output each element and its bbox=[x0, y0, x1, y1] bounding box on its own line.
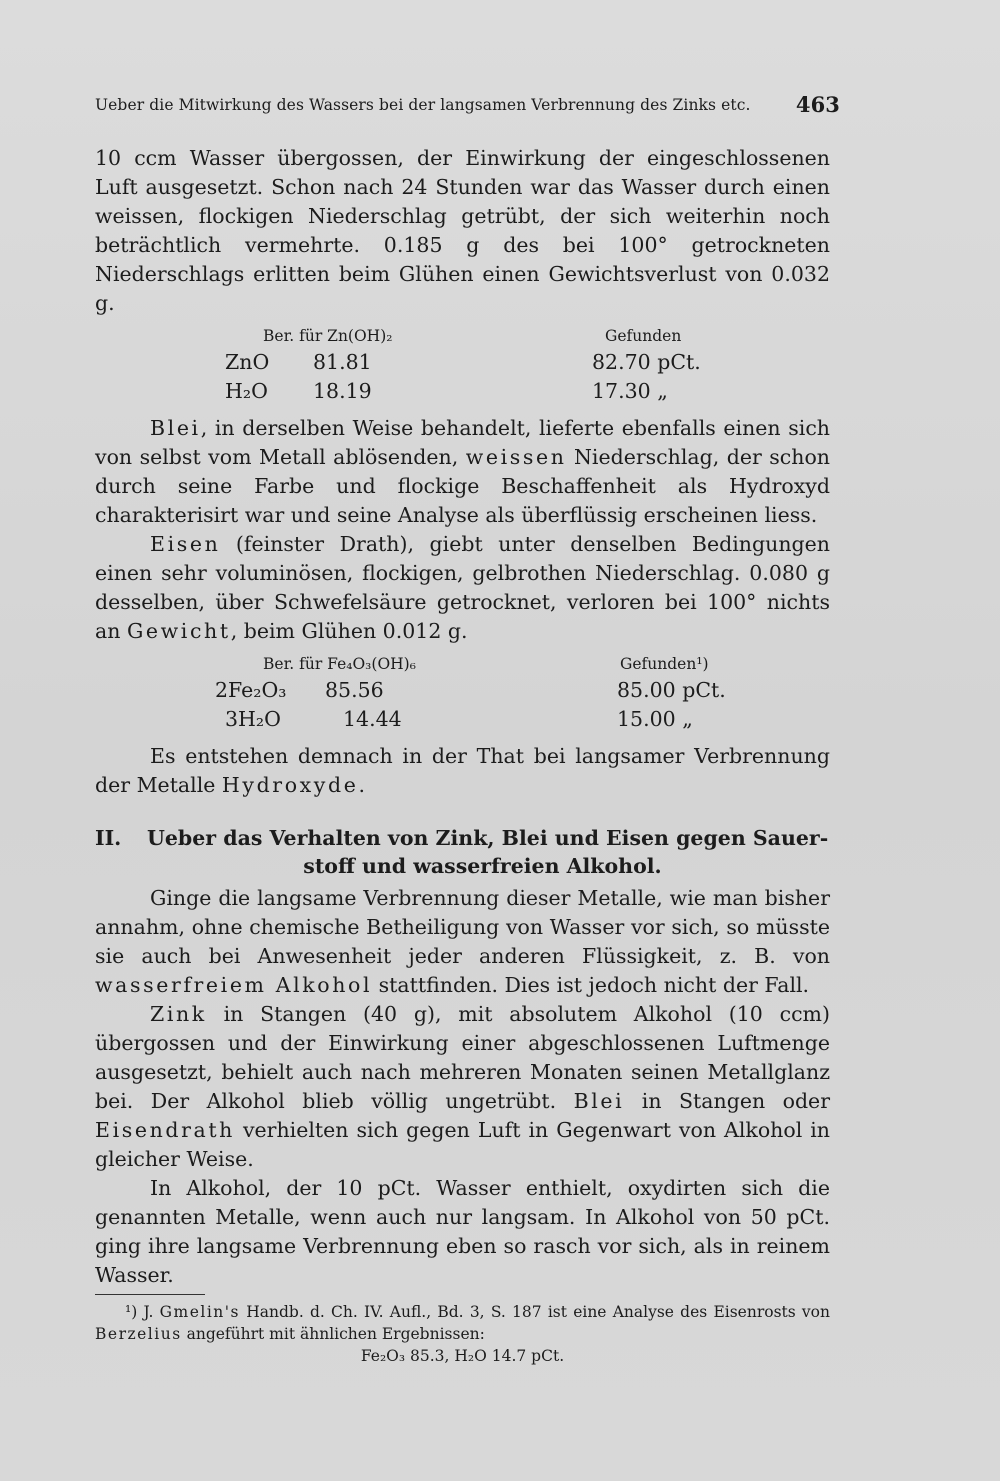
emphasis-lead: Zink bbox=[150, 1002, 207, 1026]
table-header-calculated: Ber. für Fe₄O₃(OH)₆ bbox=[263, 655, 416, 673]
paragraph-5 bbox=[95, 884, 830, 1000]
paragraph-4 bbox=[95, 742, 830, 800]
table-cell-compound: 2Fe₂O₃ bbox=[215, 678, 287, 702]
table-cell-found: 17.30 „ bbox=[592, 379, 668, 403]
emphasis-word: Blei bbox=[573, 1089, 625, 1113]
emphasis-lead: Eisen bbox=[150, 532, 221, 556]
analysis-table-zinc bbox=[95, 318, 830, 414]
section-number: II. bbox=[95, 826, 122, 850]
paragraph-text: , beim Glühen 0.012 g. bbox=[230, 619, 468, 643]
footnote-author: Gmelin's bbox=[159, 1303, 241, 1321]
table-header-found: Gefunden bbox=[605, 327, 682, 345]
analysis-table-iron bbox=[95, 646, 830, 742]
paragraph-3 bbox=[95, 530, 830, 646]
paragraph-text: Es entstehen demnach in der That bei langsamer Verbrennung der Metalle bbox=[95, 744, 830, 797]
table-header-calculated: Ber. für Zn(OH)₂ bbox=[263, 327, 393, 345]
table-cell-found: 15.00 „ bbox=[617, 707, 693, 731]
table-cell-compound: H₂O bbox=[225, 379, 268, 403]
footnote-text: Handb. d. Ch. IV. Aufl., Bd. 3, S. 187 ist eine Analyse des Eisenrosts von bbox=[240, 1303, 830, 1321]
table-cell-calculated: 81.81 bbox=[313, 350, 372, 374]
table-cell-compound: 3H₂O bbox=[225, 707, 281, 731]
footnote-formula: Fe₂O₃ 85.3, H₂O 14.7 pCt. bbox=[360, 1347, 565, 1365]
emphasis-word: Eisendrath bbox=[95, 1118, 235, 1142]
running-title: Ueber die Mitwirkung des Wassers bei der langsamen Verbrennung des Zinks etc. bbox=[95, 96, 751, 114]
paragraph-text: stattfinden. Dies ist jedoch nicht der Fall. bbox=[372, 973, 810, 997]
paragraph-7: In Alkohol, der 10 pCt. Wasser enthielt, oxydirten sich die genannten Metalle, wenn auch nur langsam. In Alkohol von 50 pCt. ging ihre langsame Verbrennung eben so rasch vor sich, als in reinem Wasser. bbox=[95, 1176, 830, 1287]
section-heading bbox=[95, 824, 830, 880]
paragraph-text: Ginge die langsame Verbrennung dieser Metalle, wie man bisher annahm, ohne chemische Betheiligung von Wasser vor sich, so müsste sie auch bei Anwesenheit jeder anderen Flüssigkeit, z. B. von bbox=[95, 886, 830, 968]
paragraph-2 bbox=[95, 414, 830, 530]
emphasis-word: wasserfreiem Alkohol bbox=[95, 973, 373, 997]
paragraph-text: . bbox=[358, 773, 365, 797]
paragraph-6 bbox=[95, 1000, 830, 1174]
main-text bbox=[95, 144, 830, 1367]
page-number: 463 bbox=[795, 92, 840, 117]
table-cell-found: 85.00 pCt. bbox=[617, 678, 726, 702]
footnote-rule bbox=[95, 1294, 205, 1295]
section-title-line-2: stoff und wasserfreien Alkohol. bbox=[303, 854, 662, 878]
paragraph-1: 10 ccm Wasser übergossen, der Einwirkung der eingeschlossenen Luft ausgesetzt. Schon nach 24 Stunden war das Wasser durch einen weissen, flockigen Niederschlag getrübt, der sich weiterhin noch beträchtlich vermehrte. 0.185 g des bei 100° getrockneten Niederschlags erlitten beim Glühen einen Gewichtsverlust von 0.032 g. bbox=[95, 146, 830, 315]
table-cell-compound: ZnO bbox=[225, 350, 270, 374]
emphasis-word: weissen bbox=[465, 445, 567, 469]
paragraph-text: verhielten sich gegen Luft in Gegenwart von Alkohol in gleicher Weise. bbox=[95, 1118, 830, 1171]
footnote bbox=[95, 1301, 830, 1367]
footnote-author: Berzelius bbox=[95, 1325, 182, 1343]
table-cell-found: 82.70 pCt. bbox=[592, 350, 701, 374]
table-cell-calculated: 85.56 bbox=[325, 678, 384, 702]
emphasis-word: Hydroxyde bbox=[221, 773, 359, 797]
paragraph-text: , in derselben Weise behandelt, lieferte ebenfalls einen sich von selbst vom Metall ablösenden, bbox=[95, 416, 830, 469]
paragraph-text: in Stangen oder bbox=[624, 1089, 830, 1113]
paragraph-text: in Stangen (40 g), mit absolutem Alkohol (10 ccm) übergossen und der Einwirkung einer abgeschlossenen Luftmenge ausgesetzt, behielt auch nach mehreren Monaten seinen Metallglanz bei. Der Alkohol blieb völlig ungetrübt. bbox=[95, 1002, 830, 1113]
paragraph-text: (feinster Drath), giebt unter denselben Bedingungen einen sehr voluminösen, flockigen, gelbrothen Niederschlag. 0.080 g desselben, über Schwefelsäure getrocknet, verloren bei 100° nichts an bbox=[95, 532, 830, 643]
footnote-text: J. bbox=[137, 1303, 160, 1321]
section-title-line-1: Ueber das Verhalten von Zink, Blei und Eisen gegen Sauer- bbox=[147, 826, 829, 850]
table-cell-calculated: 18.19 bbox=[313, 379, 372, 403]
emphasis-word: Gewicht bbox=[126, 619, 231, 643]
paragraph-text: Niederschlag, der schon durch seine Farbe und flockige Beschaffenheit als Hydroxyd charakterisirt war und seine Analyse als überflüssig erscheinen liess. bbox=[95, 445, 831, 527]
footnote-marker: ¹) bbox=[125, 1303, 138, 1321]
table-header-found: Gefunden¹) bbox=[620, 655, 709, 673]
table-cell-calculated: 14.44 bbox=[343, 707, 402, 731]
emphasis-lead: Blei bbox=[150, 416, 201, 440]
footnote-text: angeführt mit ähnlichen Ergebnissen: bbox=[181, 1325, 485, 1343]
